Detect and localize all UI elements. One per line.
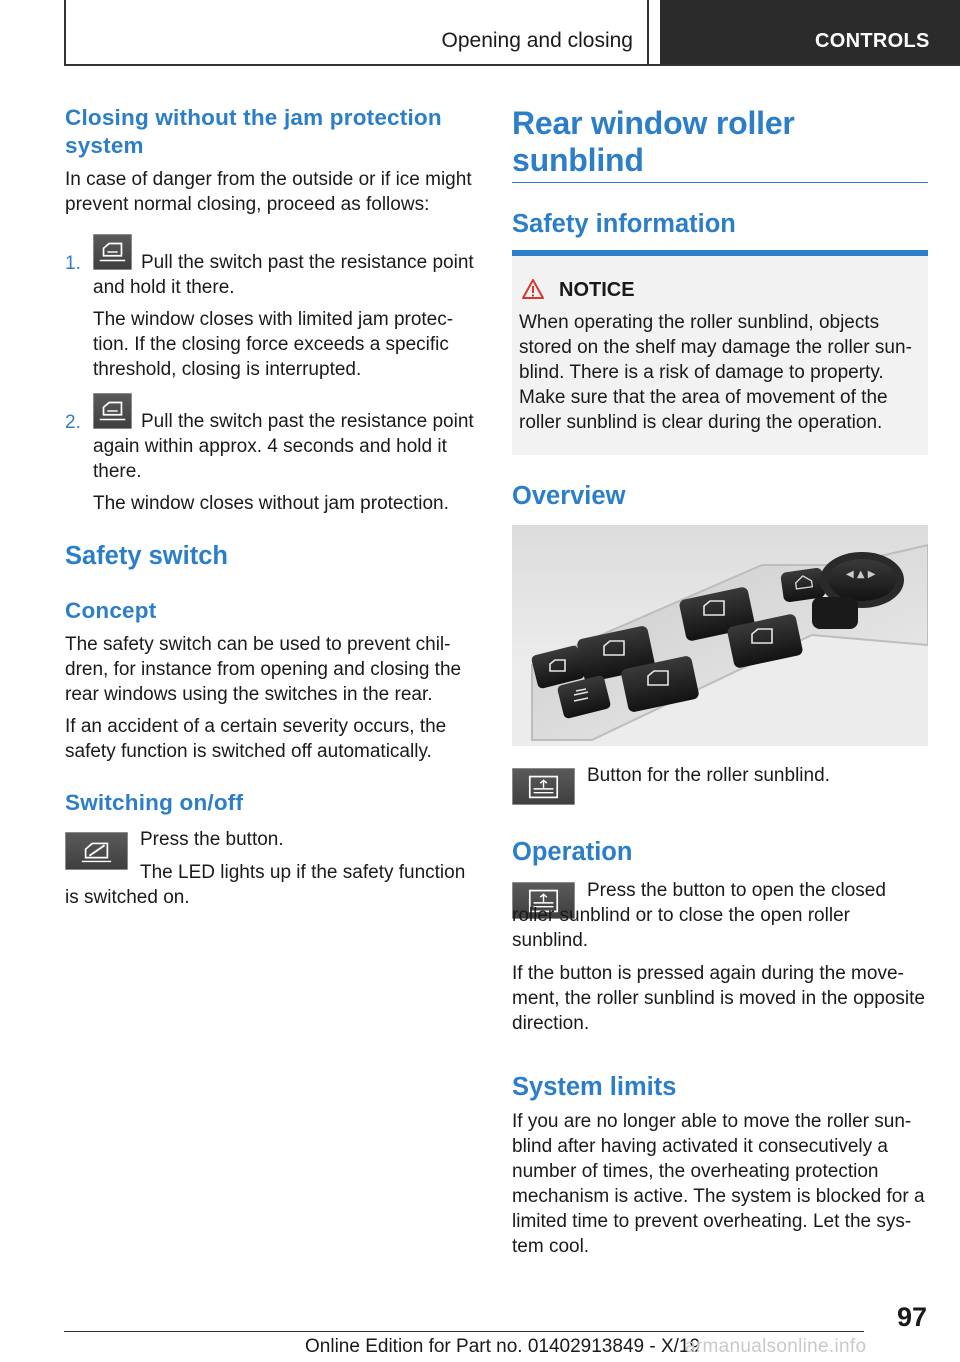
roller-sunblind-icon — [512, 768, 575, 805]
system-limits-heading: System limits — [512, 1073, 677, 1101]
step-2-number: 2. — [65, 412, 81, 433]
page-number: 97 — [897, 1302, 928, 1332]
step-1-number: 1. — [65, 253, 81, 274]
watermark: armanualsonline.info — [685, 1336, 867, 1357]
overview-heading: Overview — [512, 482, 626, 510]
step-2-result: The window closes without jam protection. — [93, 493, 449, 514]
switching-line-2: The LED lights up if the safety function is switched on. — [65, 862, 466, 908]
step-1-text: Pull the switch past the resistance point and hold it there. — [93, 252, 474, 298]
step-2-text: Pull the switch past the resistance point again within approx. 4 seconds and hold it there. — [93, 411, 474, 482]
closing-heading: Closing without the jam protection system — [65, 105, 442, 158]
operation-heading: Operation — [512, 838, 633, 866]
operation-paragraph-2: If the button is pressed again during the movement, the roller sunblind is moved in the opposite direction. — [512, 963, 925, 1034]
switching-heading: Switching on/off — [65, 790, 244, 815]
safety-switch-heading: Safety switch — [65, 542, 228, 570]
overview-caption: Button for the roller sunblind. — [587, 765, 830, 786]
main-heading: Rear window roller sunblind — [512, 105, 795, 178]
heading-rule — [512, 182, 928, 183]
door-switch-photo — [512, 525, 928, 746]
header-section-box — [64, 0, 649, 66]
svg-text:◀ ▲ ▶: ◀ ▲ ▶ — [846, 569, 876, 580]
header-section-title: Opening and closing — [441, 29, 633, 52]
operation-text-1: Press the button to open the closed roller sunblind or to close the open roller sunblind. — [512, 880, 886, 951]
notice-box — [512, 256, 928, 455]
chapter-tab-label: CONTROLS — [815, 30, 930, 52]
concept-heading: Concept — [65, 598, 157, 623]
concept-paragraph-2: If an accident of a certain severity occurs, the safety function is switched off automatically. — [65, 716, 447, 762]
switching-line-1: Press the button. — [140, 829, 284, 850]
safety-info-heading: Safety information — [512, 210, 736, 238]
operation-paragraph-1 — [512, 878, 928, 953]
notice-label: NOTICE — [559, 279, 635, 301]
closing-intro: In case of danger from the outside or if ice might prevent normal closing, proceed as follows: — [65, 169, 472, 215]
header-chapter-tab — [660, 0, 960, 64]
notice-text: When operating the roller sunblind, objects stored on the shelf may damage the roller sunblind. There is a risk of damage to property. Make sure that the area of movement of the roller sunblind is clear during the operation. — [519, 312, 912, 433]
warning-triangle-icon — [521, 278, 545, 300]
system-limits-text: If you are no longer able to move the roller sunblind after having activated it consecutively a number of times, the overheating protection mechanism is active. The system is blocked for a limited time to prevent overheating. Let the system cool. — [512, 1111, 925, 1257]
footer-rule — [64, 1331, 864, 1332]
header-rule — [64, 64, 960, 66]
footer-edition-text: Online Edition for Part no. 01402913849 - X/19 — [305, 1336, 701, 1357]
concept-paragraph-1: The safety switch can be used to prevent children, for instance from opening and closing the rear windows using the switches in the rear. — [65, 634, 462, 705]
step-1-result: The window closes with limited jam protection. If the closing force exceeds a specific threshold, closing is interrupted. — [93, 309, 454, 380]
